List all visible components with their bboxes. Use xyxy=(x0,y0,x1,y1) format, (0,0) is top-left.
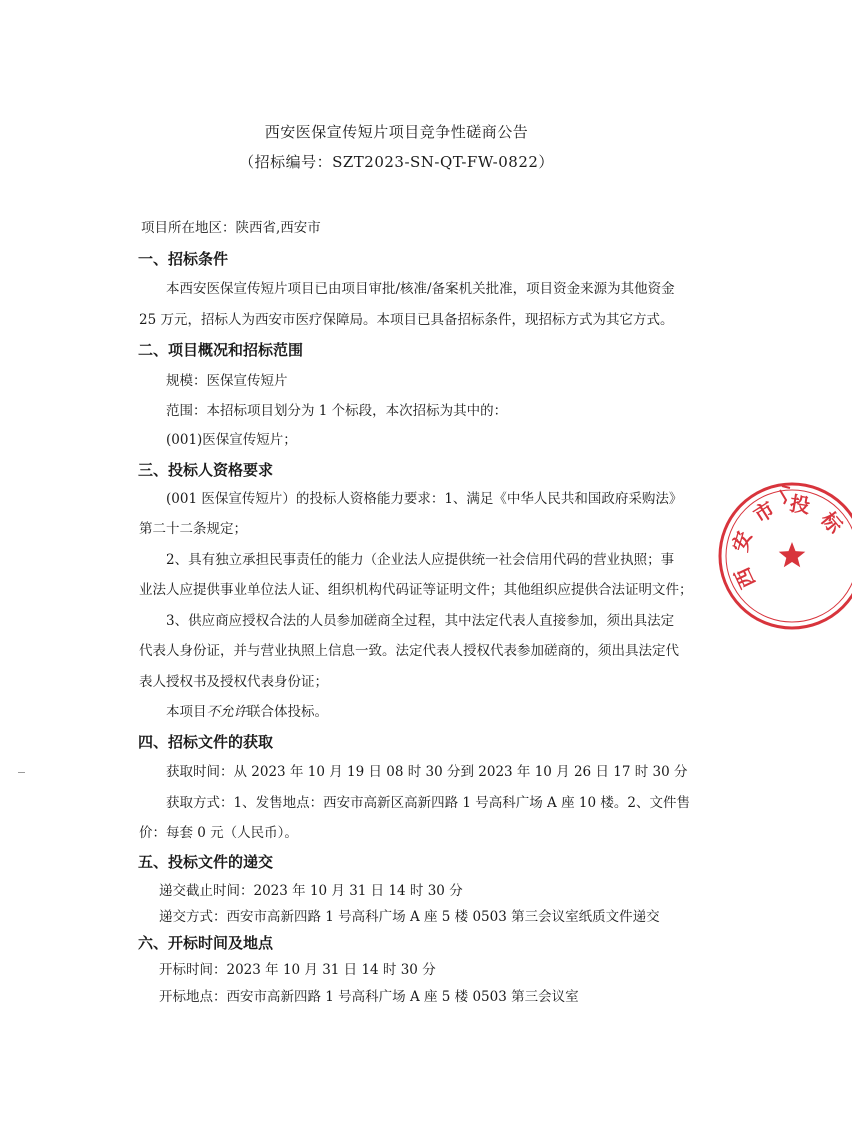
section-2-heading: 二、项目概况和招标范围 xyxy=(138,341,304,359)
section-3-line-2: 第二十二条规定； xyxy=(139,521,247,537)
section-1-heading: 一、招标条件 xyxy=(138,250,229,268)
tender-code: （招标编号：SZT2023-SN-QT-FW-0822） xyxy=(239,153,554,171)
section-3-line-7: 表人授权书及授权代表身份证； xyxy=(139,674,328,690)
section-3-line-5: 3、供应商应授权合法的人员参加磋商全过程，其中法定代表人直接参加，须出具法定 xyxy=(166,613,675,629)
project-location: 项目所在地区：陕西省,西安市 xyxy=(141,220,321,236)
section-6-time: 开标时间：2023 年 10 月 31 日 14 时 30 分 xyxy=(159,962,436,978)
section-3-line-4: 业法人应提供事业单位法人证、组织机构代码证等证明文件；其他组织应提供合法证明文件； xyxy=(139,582,693,598)
section-3-consortium xyxy=(166,703,328,721)
official-seal-stamp xyxy=(712,472,852,640)
section-2-lot: (001)医保宣传短片； xyxy=(166,432,297,448)
document-title: 西安医保宣传短片项目竞争性磋商公告 xyxy=(264,123,529,141)
section-5-method: 递交方式：西安市高新四路 1 号高科广场 A 座 5 楼 0503 第三会议室纸质文件递交 xyxy=(159,909,660,925)
section-5-deadline: 递交截止时间：2023 年 10 月 31 日 14 时 30 分 xyxy=(159,883,463,899)
consortium-emphasis: 不允许 xyxy=(206,704,247,720)
seal-star xyxy=(779,542,806,567)
seal-char: 标 xyxy=(816,507,848,538)
section-3-heading: 三、投标人资格要求 xyxy=(138,461,274,479)
section-6-place: 开标地点：西安市高新四路 1 号高科广场 A 座 5 楼 0503 第三会议室 xyxy=(159,989,579,1005)
scan-mark xyxy=(18,772,25,773)
section-4-method-2: 价：每套 0 元（人民币）。 xyxy=(139,825,298,841)
section-1-line-1: 本西安医保宣传短片项目已由项目审批/核准/备案机关批准，项目资金来源为其他资金 xyxy=(166,281,675,297)
seal-char: 市 xyxy=(749,496,779,528)
section-4-heading: 四、招标文件的获取 xyxy=(138,733,274,751)
seal-char: 西 xyxy=(729,563,761,593)
section-2-scope: 范围：本招标项目划分为 1 个标段，本次招标为其中的： xyxy=(166,403,508,419)
seal-char: 投 xyxy=(788,491,812,518)
section-1-line-2: 25 万元，招标人为西安市医疗保障局。本项目已具备招标条件，现招标方式为其它方式。 xyxy=(139,312,674,328)
consortium-suffix: 联合体投标。 xyxy=(247,704,328,720)
consortium-prefix: 本项目 xyxy=(166,704,207,720)
section-4-method-1: 获取方式：1、发售地点：西安市高新区高新四路 1 号高科广场 A 座 10 楼。2、文件售 xyxy=(166,795,690,811)
section-3-line-3: 2、具有独立承担民事责任的能力（企业法人应提供统一社会信用代码的营业执照；事 xyxy=(166,552,675,568)
section-5-heading: 五、投标文件的递交 xyxy=(138,853,274,871)
seal-char: 安 xyxy=(727,528,757,555)
section-3-line-1: (001 医保宣传短片）的投标人资格能力要求：1、满足《中华人民共和国政府采购法》 xyxy=(166,491,683,507)
section-4-time: 获取时间：从 2023 年 10 月 19 日 08 时 30 分到 2023 年 10 月 26 日 17 时 30 分 xyxy=(166,764,688,780)
section-6-heading: 六、开标时间及地点 xyxy=(138,934,274,952)
section-2-scale: 规模：医保宣传短片 xyxy=(166,373,288,389)
section-3-line-6: 代表人身份证，并与营业执照上信息一致。法定代表人授权代表参加磋商的，须出具法定代 xyxy=(139,643,679,659)
